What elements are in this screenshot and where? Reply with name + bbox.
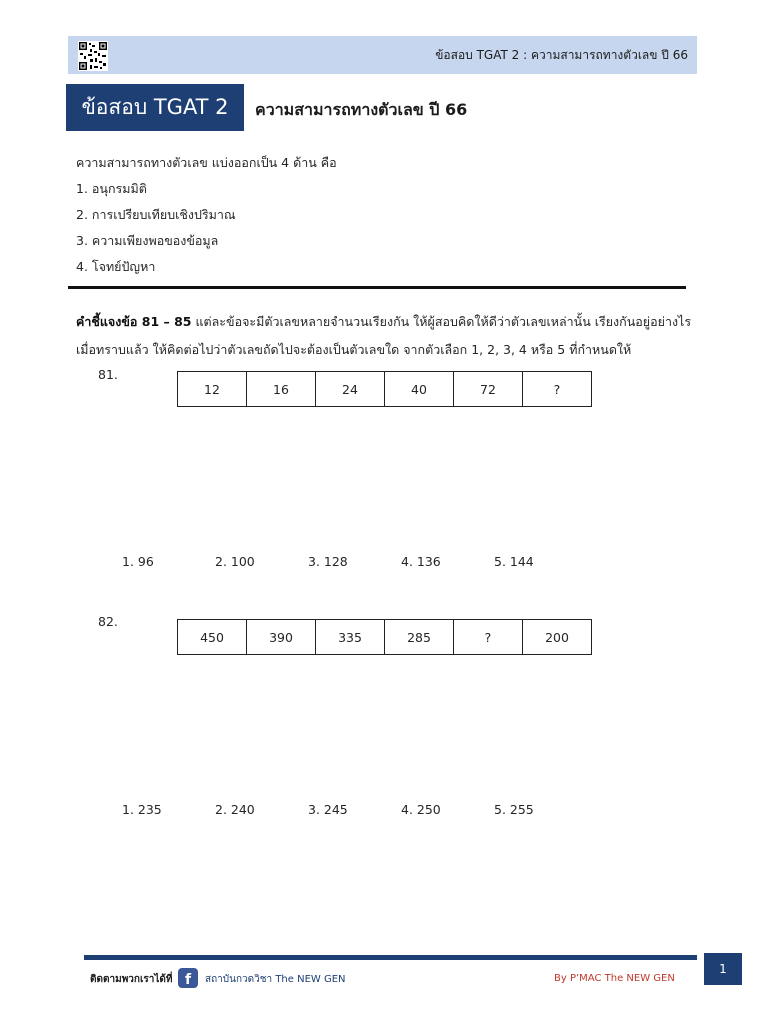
- answer-choice[interactable]: 3. 245: [308, 802, 348, 817]
- intro-item: 2. การเปรียบเทียบเชิงปริมาณ: [76, 207, 236, 222]
- instructions-text: แต่ละข้อจะมีตัวเลขหลายจำนวนเรียงกัน ให้ผู้สอบคิดให้ดีว่าตัวเลขเหล่านั้น เรียงกันอยู่อย่างไร เมื่อทราบแล้ว ให้คิดต่อไปว่าตัวเลขถัดไปจะต้องเป็นตัวเลขใด จากตัวเลือก 1, 2, 3, 4 หรือ 5 ที่กำหนดให้: [76, 314, 692, 357]
- question-number: 81.: [98, 367, 118, 382]
- author-credit: By P’MAC The NEW GEN: [554, 973, 675, 984]
- sequence-cell: 335: [316, 620, 385, 655]
- sequence-table: [177, 619, 592, 655]
- facebook-icon[interactable]: [178, 968, 198, 988]
- answer-choice[interactable]: 4. 136: [401, 554, 441, 569]
- page-title: ข้อสอบ TGAT 2: [81, 95, 229, 119]
- sequence-cell: 12: [178, 372, 247, 407]
- sequence-cell: 390: [247, 620, 316, 655]
- answer-choice[interactable]: 2. 100: [215, 554, 255, 569]
- answer-choice[interactable]: 1. 96: [122, 554, 154, 569]
- sequence-cell: 24: [316, 372, 385, 407]
- follow-label: ติดตามพวกเราได้ที่: [90, 974, 173, 985]
- facebook-glyph: f: [184, 972, 192, 988]
- facebook-page-link[interactable]: สถาบันกวดวิชา The NEW GEN: [205, 974, 346, 985]
- sequence-cell: 450: [178, 620, 247, 655]
- qr-code-icon: [78, 41, 108, 71]
- sequence-cell: 200: [523, 620, 592, 655]
- answer-choice[interactable]: 1. 235: [122, 802, 162, 817]
- sequence-row: [178, 620, 592, 655]
- intro-lead: ความสามารถทางตัวเลข แบ่งออกเป็น 4 ด้าน คือ: [76, 155, 337, 170]
- sequence-cell: 40: [385, 372, 454, 407]
- answer-choice[interactable]: 2. 240: [215, 802, 255, 817]
- sequence-cell: 285: [385, 620, 454, 655]
- footer-bar: [84, 955, 697, 960]
- header-title: ข้อสอบ TGAT 2 : ความสามารถทางตัวเลข ปี 66: [435, 48, 688, 62]
- section-divider: [68, 286, 686, 289]
- page-number: 1: [719, 962, 727, 976]
- page-number-box: [704, 953, 742, 985]
- sequence-table: [177, 371, 592, 407]
- instructions: [76, 308, 706, 364]
- sequence-cell: ?: [523, 372, 592, 407]
- sequence-cell: ?: [454, 620, 523, 655]
- instructions-heading: คำชี้แจงข้อ 81 – 85: [76, 314, 192, 329]
- answer-choice[interactable]: 3. 128: [308, 554, 348, 569]
- answer-choice[interactable]: 4. 250: [401, 802, 441, 817]
- answer-choice[interactable]: 5. 255: [494, 802, 534, 817]
- answer-choice[interactable]: 5. 144: [494, 554, 534, 569]
- intro-item: 1. อนุกรมมิติ: [76, 181, 147, 196]
- sequence-row: [178, 372, 592, 407]
- intro-item: 3. ความเพียงพอของข้อมูล: [76, 233, 219, 248]
- page-title-box: [66, 84, 244, 131]
- sequence-cell: 72: [454, 372, 523, 407]
- intro-item: 4. โจทย์ปัญหา: [76, 259, 156, 274]
- page-subtitle: ความสามารถทางตัวเลข ปี 66: [255, 100, 468, 119]
- question-number: 82.: [98, 614, 118, 629]
- sequence-cell: 16: [247, 372, 316, 407]
